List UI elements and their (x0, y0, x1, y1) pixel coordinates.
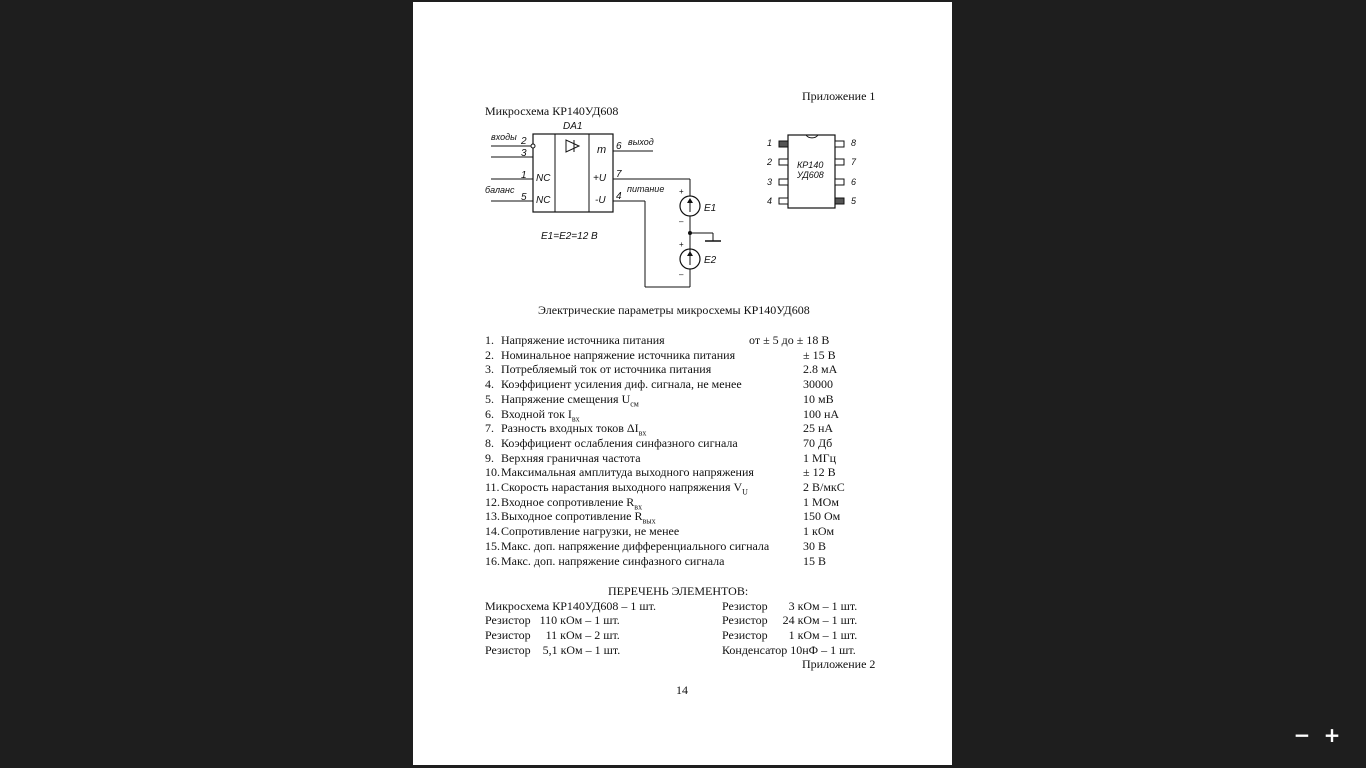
nc1-label: NC (536, 173, 551, 184)
param-number: 6. (485, 407, 494, 421)
dip-pin-2: 2 (767, 157, 773, 167)
param-number: 4. (485, 377, 494, 391)
param-value: 100 нА (803, 407, 840, 421)
dip-pin-4: 4 (767, 196, 773, 206)
param-row (485, 465, 754, 479)
elements-title: ПЕРЕЧЕНЬ ЭЛЕМЕНТОВ: (608, 584, 749, 598)
param-text: Макс. доп. напряжение дифференциального сигнала (501, 539, 770, 553)
param-number: 2. (485, 348, 494, 362)
param-row (485, 509, 656, 526)
pin-1-label: 1 (521, 170, 527, 181)
da1-label: DA1 (563, 121, 583, 132)
dip-pin-1: 1 (767, 138, 773, 148)
param-row (485, 554, 724, 568)
param-text: Входной ток I (501, 407, 572, 421)
e1-label: E1 (704, 203, 717, 214)
param-subscript: U (742, 487, 748, 497)
param-number: 16. (485, 554, 500, 568)
plus-u-label: +U (593, 173, 607, 184)
param-value: ± 15 В (803, 348, 836, 362)
dip-pin-7: 7 (851, 157, 857, 167)
elements-left-2: Резистор 11 кОм – 2 шт. (485, 628, 620, 642)
param-value: 30 В (803, 539, 827, 553)
param-subscript: вх (634, 502, 643, 512)
elements-right-2: Резистор 1 кОм – 1 шт. (722, 628, 858, 642)
param-row (485, 333, 665, 347)
appendix-label-bottom: Приложение 2 (802, 657, 876, 671)
zoom-out-button[interactable]: − (1293, 723, 1311, 747)
opamp-schematic (413, 2, 952, 302)
param-value: 1 кОм (803, 524, 835, 538)
param-number: 3. (485, 362, 494, 376)
elements-left-1: Резистор 110 кОм – 1 шт. (485, 613, 620, 627)
param-text: Коэффициент ослабления синфазного сигнала (501, 436, 738, 450)
param-number: 9. (485, 451, 494, 465)
param-number: 10. (485, 465, 500, 479)
param-number: 14. (485, 524, 500, 538)
power-label: питание (627, 184, 665, 194)
e2-label: E2 (704, 255, 717, 266)
elements-left-3: Резистор 5,1 кОм – 1 шт. (485, 643, 621, 657)
pin-4-label: 4 (616, 191, 622, 202)
param-number: 1. (485, 333, 494, 347)
param-text: Скорость нарастания выходного напряжения V (501, 480, 743, 494)
param-number: 12. (485, 495, 500, 509)
minus-u-label: -U (595, 195, 606, 206)
dip-pin-3: 3 (767, 177, 773, 187)
param-text: Напряжение смещения U (501, 392, 631, 406)
param-row (485, 377, 742, 391)
param-row (485, 524, 679, 538)
pin-2-label: 2 (521, 136, 527, 147)
param-text: Напряжение источника питания (501, 333, 665, 347)
elements-left-0: Микросхема КР140УД608 – 1 шт. (485, 599, 656, 613)
param-row (485, 436, 738, 450)
param-row (485, 362, 711, 376)
param-number: 7. (485, 421, 494, 435)
param-value: 25 нА (803, 421, 834, 435)
param-value: 150 Ом (803, 509, 841, 523)
dip-pin-8: 8 (851, 138, 857, 148)
e1-minus: – (679, 217, 684, 226)
param-row (485, 421, 647, 438)
param-text: Сопротивление нагрузки, не менее (501, 524, 680, 538)
param-text: Макс. доп. напряжение синфазного сигнала (501, 554, 725, 568)
pin-5-label: 5 (521, 192, 527, 203)
param-value: ± 12 В (803, 465, 836, 479)
param-number: 13. (485, 509, 500, 523)
page-number: 14 (676, 683, 688, 697)
param-text: Входное сопротивление R (501, 495, 635, 509)
param-row (485, 451, 641, 465)
param-text: Потребляемый ток от источника питания (501, 362, 712, 376)
e2-minus: – (679, 270, 684, 279)
appendix-label-top: Приложение 1 (802, 89, 876, 103)
nc2-label: NC (536, 195, 551, 206)
param-number: 11. (485, 480, 500, 494)
param-value: 2 В/мкС (803, 480, 845, 494)
amplifier-triangle-icon (566, 140, 579, 152)
param-text: Выходное сопротивление R (501, 509, 643, 523)
param-number: 8. (485, 436, 494, 450)
param-subscript: вх (638, 428, 647, 438)
param-number: 15. (485, 539, 500, 553)
inputs-label: входы (491, 132, 517, 142)
param-value: 10 мВ (803, 392, 834, 406)
param-text: Номинальное напряжение источника питания (501, 348, 736, 362)
param-text: Коэффициент усиления диф. сигнала, не менее (501, 377, 742, 391)
param-row (485, 480, 748, 497)
param-row (485, 539, 769, 553)
param-value: 70 Дб (803, 436, 833, 450)
param-number: 5. (485, 392, 494, 406)
e1-plus: + (679, 187, 684, 196)
package-name-1: КР140 (797, 160, 824, 170)
m-label: m (597, 144, 607, 156)
elements-right-3: Конденсатор 10нФ – 1 шт. (722, 643, 856, 657)
pin-3-label: 3 (521, 148, 527, 159)
param-row (485, 407, 580, 424)
pin-7-label: 7 (616, 169, 622, 180)
param-subscript: вх (571, 414, 580, 424)
balance-label: баланс (485, 185, 515, 195)
dip-pin-5: 5 (851, 196, 857, 206)
param-row (485, 392, 639, 409)
e2-plus: + (679, 240, 684, 249)
param-value: 1 МОм (803, 495, 839, 509)
package-name-2: УД608 (797, 170, 824, 180)
dip-pin-6: 6 (851, 177, 857, 187)
elements-right-1: Резистор 24 кОм – 1 шт. (722, 613, 858, 627)
param-subscript: вых (642, 516, 656, 526)
elements-right-0: Резистор 3 кОм – 1 шт. (722, 599, 858, 613)
param-value: от ± 5 до ± 18 В (749, 333, 830, 347)
param-value: 30000 (803, 377, 833, 391)
zoom-in-button[interactable]: + (1323, 723, 1341, 747)
param-text: Максимальная амплитуда выходного напряжения (501, 465, 754, 479)
param-subscript: см (630, 399, 639, 409)
param-value: 1 МГц (803, 451, 837, 465)
supply-equation: E1=E2=12 В (541, 231, 598, 242)
param-row (485, 495, 643, 512)
param-value: 15 В (803, 554, 827, 568)
output-label: выход (628, 137, 654, 147)
param-text: Верхняя граничная частота (501, 451, 641, 465)
document-page (413, 2, 952, 765)
pin-6-label: 6 (616, 141, 622, 152)
param-text: Разность входных токов ΔI (501, 421, 639, 435)
param-row (485, 348, 735, 362)
param-value: 2.8 мА (803, 362, 838, 376)
chip-title: Микросхема КР140УД608 (485, 104, 619, 118)
params-title: Электрические параметры микросхемы КР140УД608 (538, 303, 810, 317)
